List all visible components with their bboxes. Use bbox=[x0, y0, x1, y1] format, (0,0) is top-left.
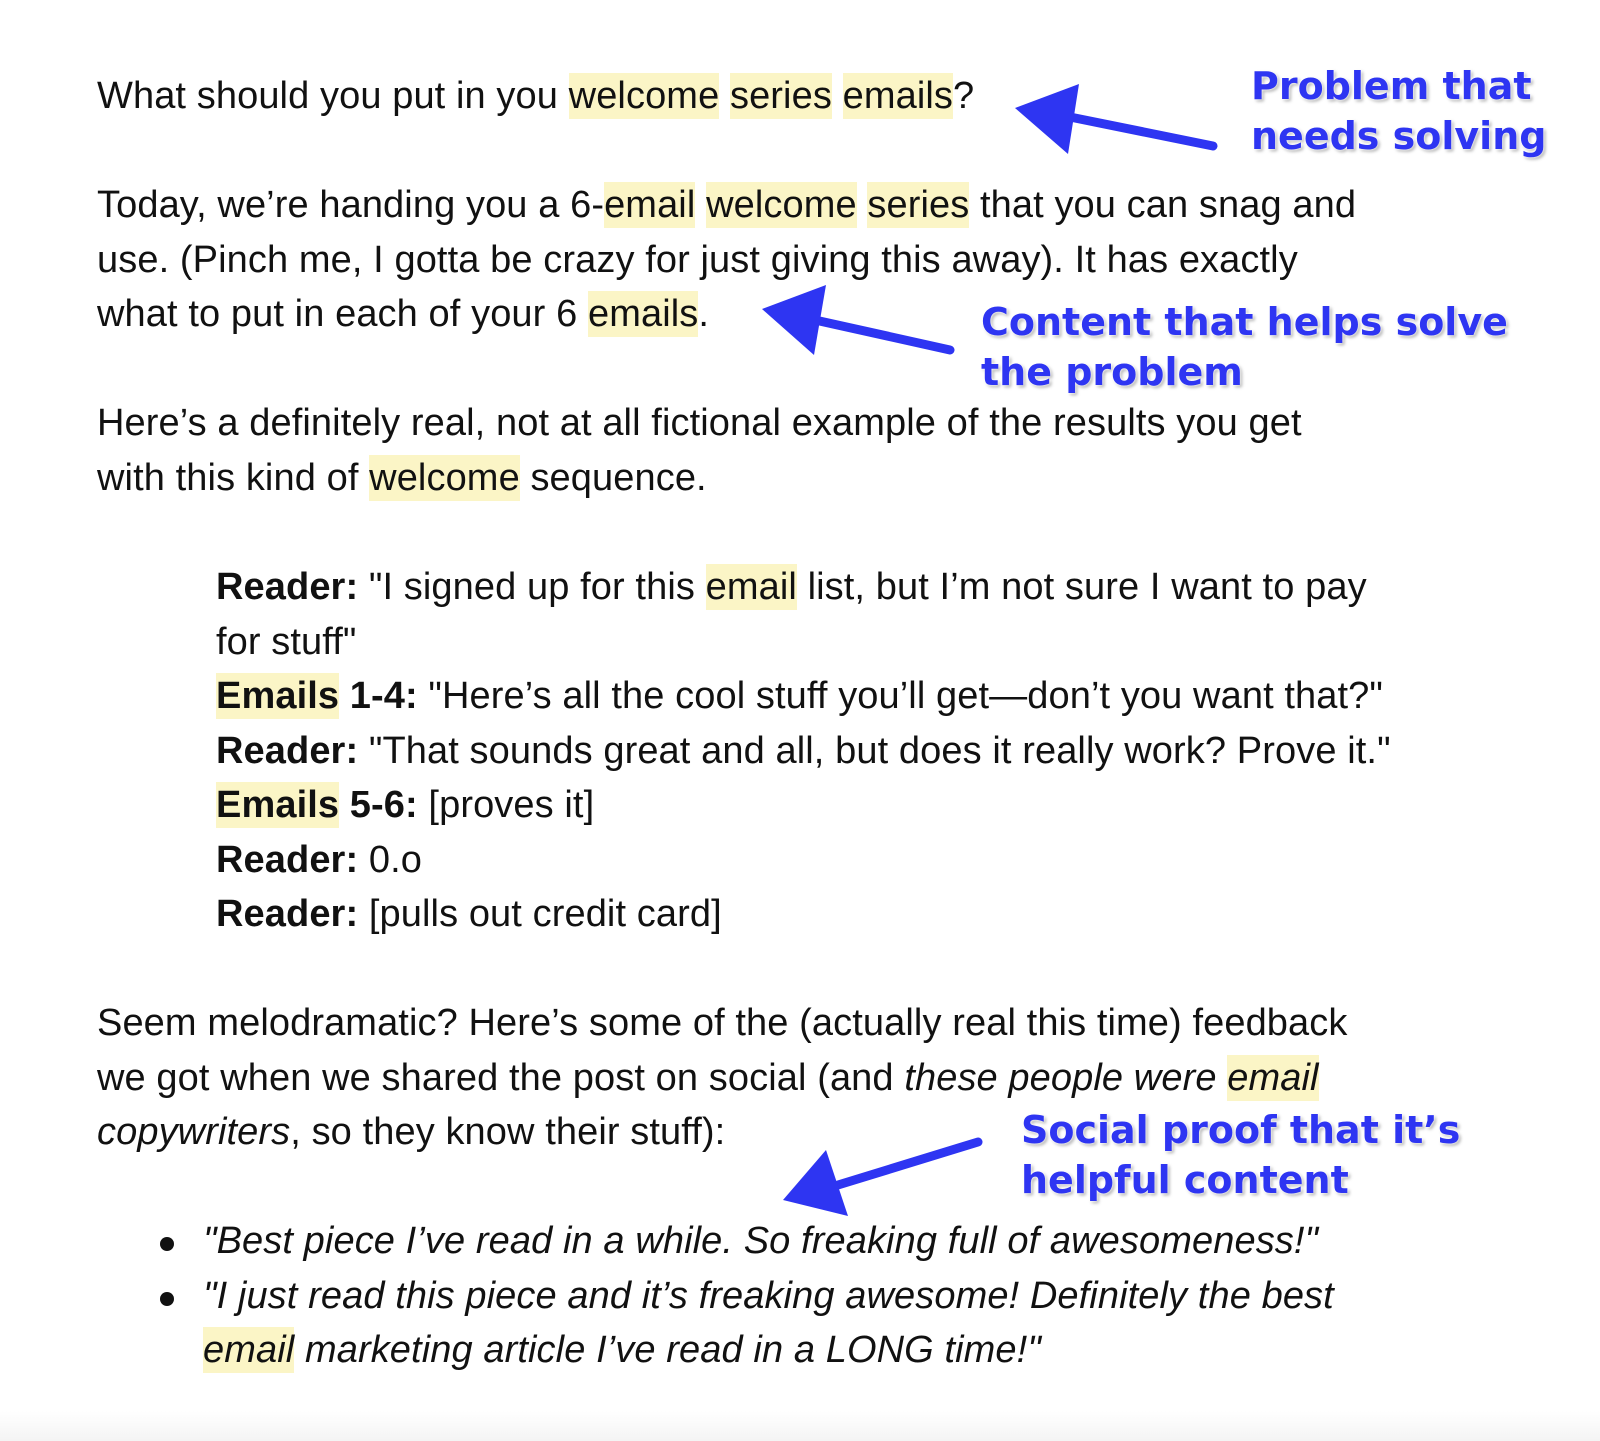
text: "I signed up for this bbox=[358, 566, 706, 608]
text: we got when we shared the post on social (and bbox=[97, 1057, 905, 1099]
text: , so they know their stuff): bbox=[290, 1111, 726, 1153]
text: 0.o bbox=[358, 839, 422, 881]
annotation-problem bbox=[1251, 61, 1546, 161]
text: Today, we’re handing you a 6- bbox=[97, 184, 605, 226]
highlighted-term: welcome bbox=[568, 75, 720, 117]
text: sequence. bbox=[519, 457, 707, 499]
paragraph-feedback-line-1: Seem melodramatic? Here’s some of the (actually real this time) feedback bbox=[97, 1002, 1348, 1044]
highlighted-term: series bbox=[729, 75, 832, 117]
arrow-icon-problem bbox=[1015, 84, 1213, 154]
text: what to put in each of your 6 bbox=[97, 293, 588, 335]
speaker-label: Reader: bbox=[216, 839, 359, 881]
speaker-label: 5-6: bbox=[339, 784, 418, 826]
text: list, but I’m not sure I want to pay bbox=[796, 566, 1367, 608]
italic-text: these people were bbox=[904, 1057, 1228, 1099]
annotation-line: Content that helps solve bbox=[981, 300, 1508, 344]
highlighted-term: email bbox=[604, 184, 696, 226]
paragraph-example-line-1: Here’s a definitely real, not at all fictional example of the results you get bbox=[97, 402, 1302, 444]
highlighted-term: email bbox=[705, 566, 797, 608]
quote-text: "I just read this piece and it’s freaking awesome! Definitely the best bbox=[203, 1275, 1334, 1317]
text: ? bbox=[953, 75, 975, 117]
text: What should you put in you bbox=[97, 75, 569, 117]
annotation-line: Social proof that it’s bbox=[1021, 1108, 1461, 1152]
highlighted-term: Emails bbox=[216, 675, 340, 717]
highlighted-term: emails bbox=[587, 293, 699, 335]
speaker-label: 1-4: bbox=[339, 675, 418, 717]
quote-text: marketing article I’ve read in a LONG time!" bbox=[294, 1329, 1041, 1371]
text: "Here’s all the cool stuff you’ll get—don’t you want that?" bbox=[417, 675, 1383, 717]
text: that you can snag and bbox=[969, 184, 1357, 226]
quote-text: "Best piece I’ve read in a while. So freaking full of awesomeness!" bbox=[203, 1220, 1319, 1262]
text: [pulls out credit card] bbox=[358, 893, 722, 935]
speaker-label: Reader: bbox=[216, 893, 359, 935]
dialog-line-reader-1-cont: for stuff" bbox=[216, 621, 357, 663]
bottom-edge bbox=[0, 1411, 1600, 1441]
annotation-line: the problem bbox=[981, 350, 1243, 394]
italic-text: copywriters bbox=[97, 1111, 291, 1153]
highlighted-term: Emails bbox=[216, 784, 340, 826]
highlighted-term: email bbox=[203, 1329, 295, 1371]
annotation-content bbox=[981, 297, 1508, 397]
text: . bbox=[698, 293, 710, 335]
speaker-label: Reader: bbox=[216, 566, 359, 608]
highlighted-term: welcome bbox=[706, 184, 857, 226]
highlighted-term: email bbox=[1227, 1057, 1319, 1099]
arrow-icon-content bbox=[762, 285, 950, 355]
annotation-line: helpful content bbox=[1021, 1158, 1349, 1202]
text: [proves it] bbox=[417, 784, 595, 826]
annotation-social-proof bbox=[1021, 1105, 1460, 1205]
text: "That sounds great and all, but does it really work? Prove it." bbox=[358, 730, 1391, 772]
speaker-label: Reader: bbox=[216, 730, 359, 772]
annotation-line: Problem that bbox=[1251, 64, 1532, 108]
text: with this kind of bbox=[97, 457, 370, 499]
highlighted-term: series bbox=[867, 184, 970, 226]
highlighted-term: welcome bbox=[369, 457, 520, 499]
paragraph-intro-line-2: use. (Pinch me, I gotta be crazy for just giving this away). It has exactly bbox=[97, 239, 1298, 281]
annotation-line: needs solving bbox=[1251, 114, 1547, 158]
arrow-icon-social-proof bbox=[783, 1142, 978, 1216]
highlighted-term: emails bbox=[842, 75, 954, 117]
